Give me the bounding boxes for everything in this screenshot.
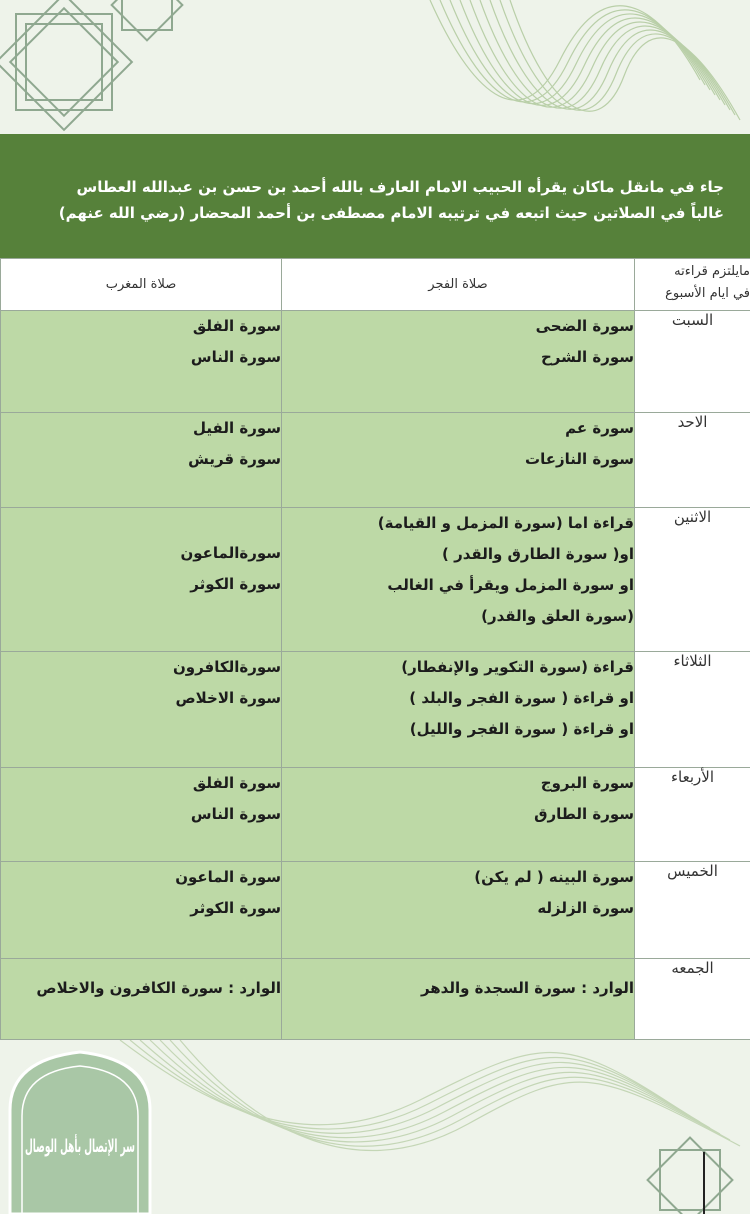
wave-lines-icon [430,0,740,120]
star-ornament-icon [0,0,132,130]
fajr-cell [282,862,635,959]
fajr-line: او( سورة الطارق والقدر ) [442,545,634,563]
fajr-cell [282,959,635,1040]
intro-line-1: جاء في مانقل ماكان يقرأه الحبيب الامام العارف بالله أحمد بن حسن بن عبدالله العطاس [76,178,724,196]
maghrib-cell [1,413,282,508]
day-cell: الأربعاء [635,768,750,862]
fajr-cell [282,768,635,862]
maghrib-line: سورةالماعون [180,544,281,562]
wave-lines-bottom-icon [120,1040,740,1150]
day-cell: الخميس [635,862,750,959]
fajr-line: سورة البينه ( لم يكن) [474,868,634,886]
maghrib-line: الوارد : سورة الكافرون والاخلاص [36,979,281,997]
fajr-line: سورة الزلزله [537,899,634,917]
table-row [1,959,750,1040]
maghrib-line: سورة الفلق [192,774,281,792]
maghrib-cell [1,862,282,959]
bottom-decoration [0,1040,750,1214]
table-row [1,768,750,862]
maghrib-cell [1,959,282,1040]
fajr-line: قراءة اما (سورة المزمل و القيامة) [377,514,634,532]
fajr-cell [282,652,635,768]
fajr-line: سورة النازعات [525,450,634,468]
maghrib-line: سورة الاخلاص [175,689,281,707]
table-row [1,508,750,652]
day-cell: الجمعه [635,959,750,1040]
maghrib-line: سورة الناس [190,348,281,366]
day-cell: السبت [635,311,750,413]
intro-banner [0,134,750,258]
top-decoration [0,0,750,134]
maghrib-cell [1,652,282,768]
table-row [1,652,750,768]
fajr-cell [282,413,635,508]
table-header-row [1,259,750,311]
fajr-line: سورة البروج [540,774,634,792]
star-ornament-small-icon [112,0,183,40]
fajr-column-header: صلاة الفجر [282,259,635,311]
maghrib-line: سورة الكوثر [190,899,281,917]
fajr-line: او قراءة ( سورة الفجر والبلد ) [409,689,634,707]
day-header-line-1: مايلتزم قراءته [674,264,750,279]
maghrib-line: سورة الفيل [193,419,281,437]
day-header-line-2: في ايام الأسبوع [665,286,750,301]
intro-line-2: غالباً في الصلاتين حيث اتبعه في ترتيبه الامام مصطفى بن أحمد المحضار (رضي الله عنهم) [58,204,724,222]
maghrib-column-header: صلاة المغرب [1,259,282,311]
fajr-line: او سورة المزمل ويقرأ في الغالب [387,576,634,594]
fajr-line: سورة عم [565,419,634,437]
maghrib-line: سورة الماعون [175,868,281,886]
fajr-line: قراءة (سورة التكوير والإنفطار) [401,658,634,676]
fajr-line: سورة الشرح [540,348,634,366]
recitation-table [0,258,750,1040]
day-cell: الاحد [635,413,750,508]
table-row [1,862,750,959]
day-cell: الثلاثاء [635,652,750,768]
fajr-cell [282,311,635,413]
fajr-line: الوارد : سورة السجدة والدهر [420,979,634,997]
maghrib-line: سورة الفلق [192,317,281,335]
day-cell: الاثنين [635,508,750,652]
table-row [1,311,750,413]
maghrib-line: سورة قريش [188,450,281,468]
fajr-line: او قراءة ( سورة الفجر والليل) [409,720,634,738]
maghrib-line: سورةالكافرون [172,658,281,676]
day-column-header [635,259,750,311]
maghrib-cell [1,311,282,413]
star-ornament-bottom-icon [648,1138,733,1214]
fajr-line: سورة الطارق [534,805,634,823]
maghrib-cell [1,768,282,862]
table-row [1,413,750,508]
fajr-line: سورة الضحى [535,317,634,335]
maghrib-cell [1,508,282,652]
fajr-cell [282,508,635,652]
fajr-line: (سورة العلق والقدر) [481,607,634,625]
maghrib-line: سورة الكوثر [190,575,281,593]
maghrib-line: سورة الناس [190,805,281,823]
logo-text [25,1134,135,1157]
logo-emblem [10,1052,150,1214]
